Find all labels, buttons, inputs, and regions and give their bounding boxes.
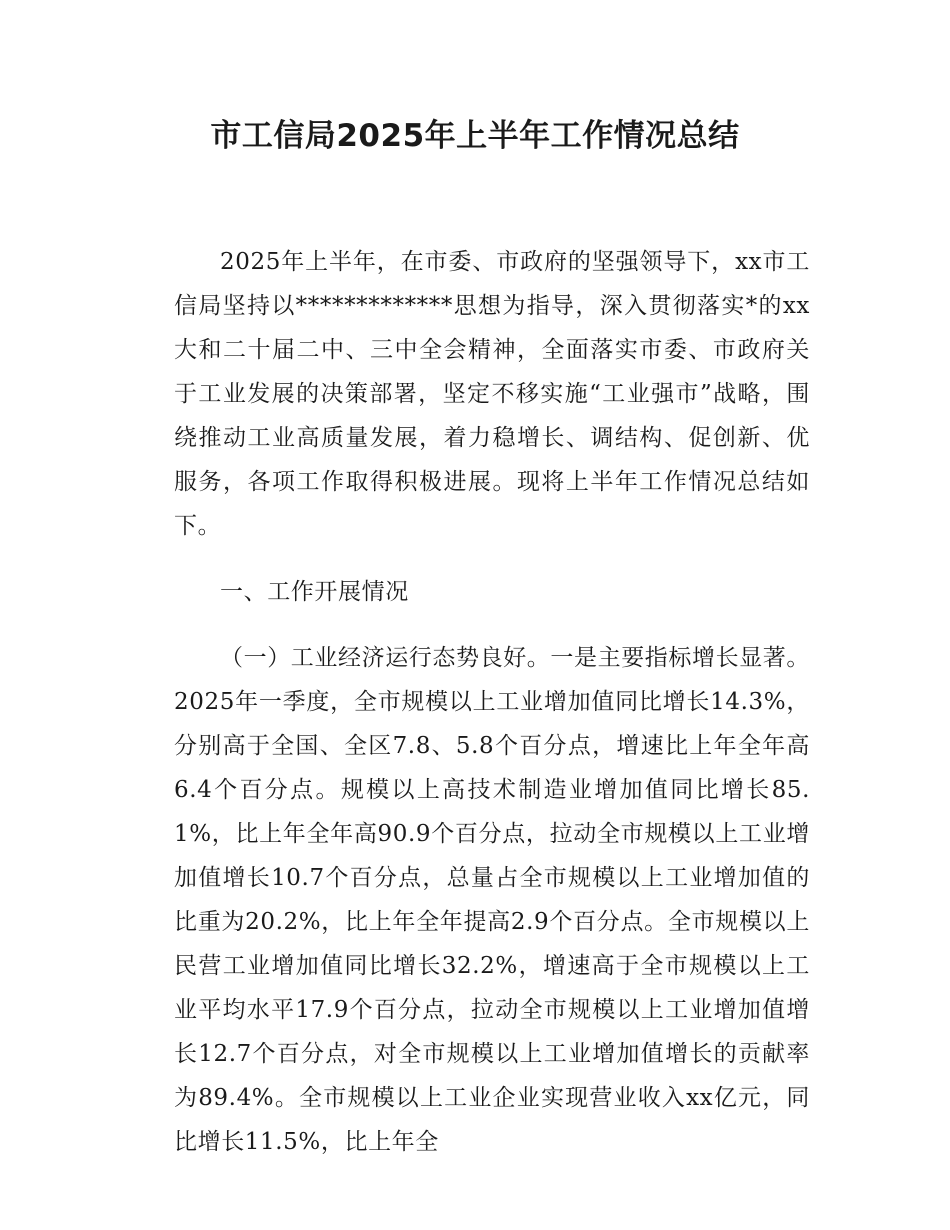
section-heading: 一、工作开展情况 [220, 579, 409, 605]
document-body [174, 240, 810, 1164]
document-title: 市工信局2025年上半年工作情况总结 [210, 118, 740, 154]
section-paragraph: （一）工业经济运行态势良好。一是主要指标增长显著。2025年一季度，全市规模以上工业增加值同比增长14.3%，分别高于全国、全区7.8、5.8个百分点，增速比上年全年高6.4个百分点。规模以上高技术制造业增加值同比增长85.1%，比上年全年高90.9个百分点，拉动全市规模以上工业增加值增长10.7个百分点，总量占全市规模以上工业增加值的比重为20.2%，比上年全年提高2.9个百分点。全市规模以上民营工业增加值同比增长32.2%，增速高于全市规模以上工业平均水平17.9个百分点，拉动全市规模以上工业增加值增长12.7个百分点，对全市规模以上工业增加值增长的贡献率为89.4%。全市规模以上工业企业实现营业收入xx亿元，同比增长11.5%，比上年全 [174, 645, 810, 1155]
intro-paragraph: 2025年上半年，在市委、市政府的坚强领导下，xx市工信局坚持以*************思想为指导，深入贯彻落实*的xx大和二十届二中、三中全会精神，全面落实市委、市政府关于工业发展的决策部署，坚定不移实施“工业强市”战略，围绕推动工业高质量发展，着力稳增长、调结构、促创新、优服务，各项工作取得积极进展。现将上半年工作情况总结如下。 [174, 249, 810, 539]
